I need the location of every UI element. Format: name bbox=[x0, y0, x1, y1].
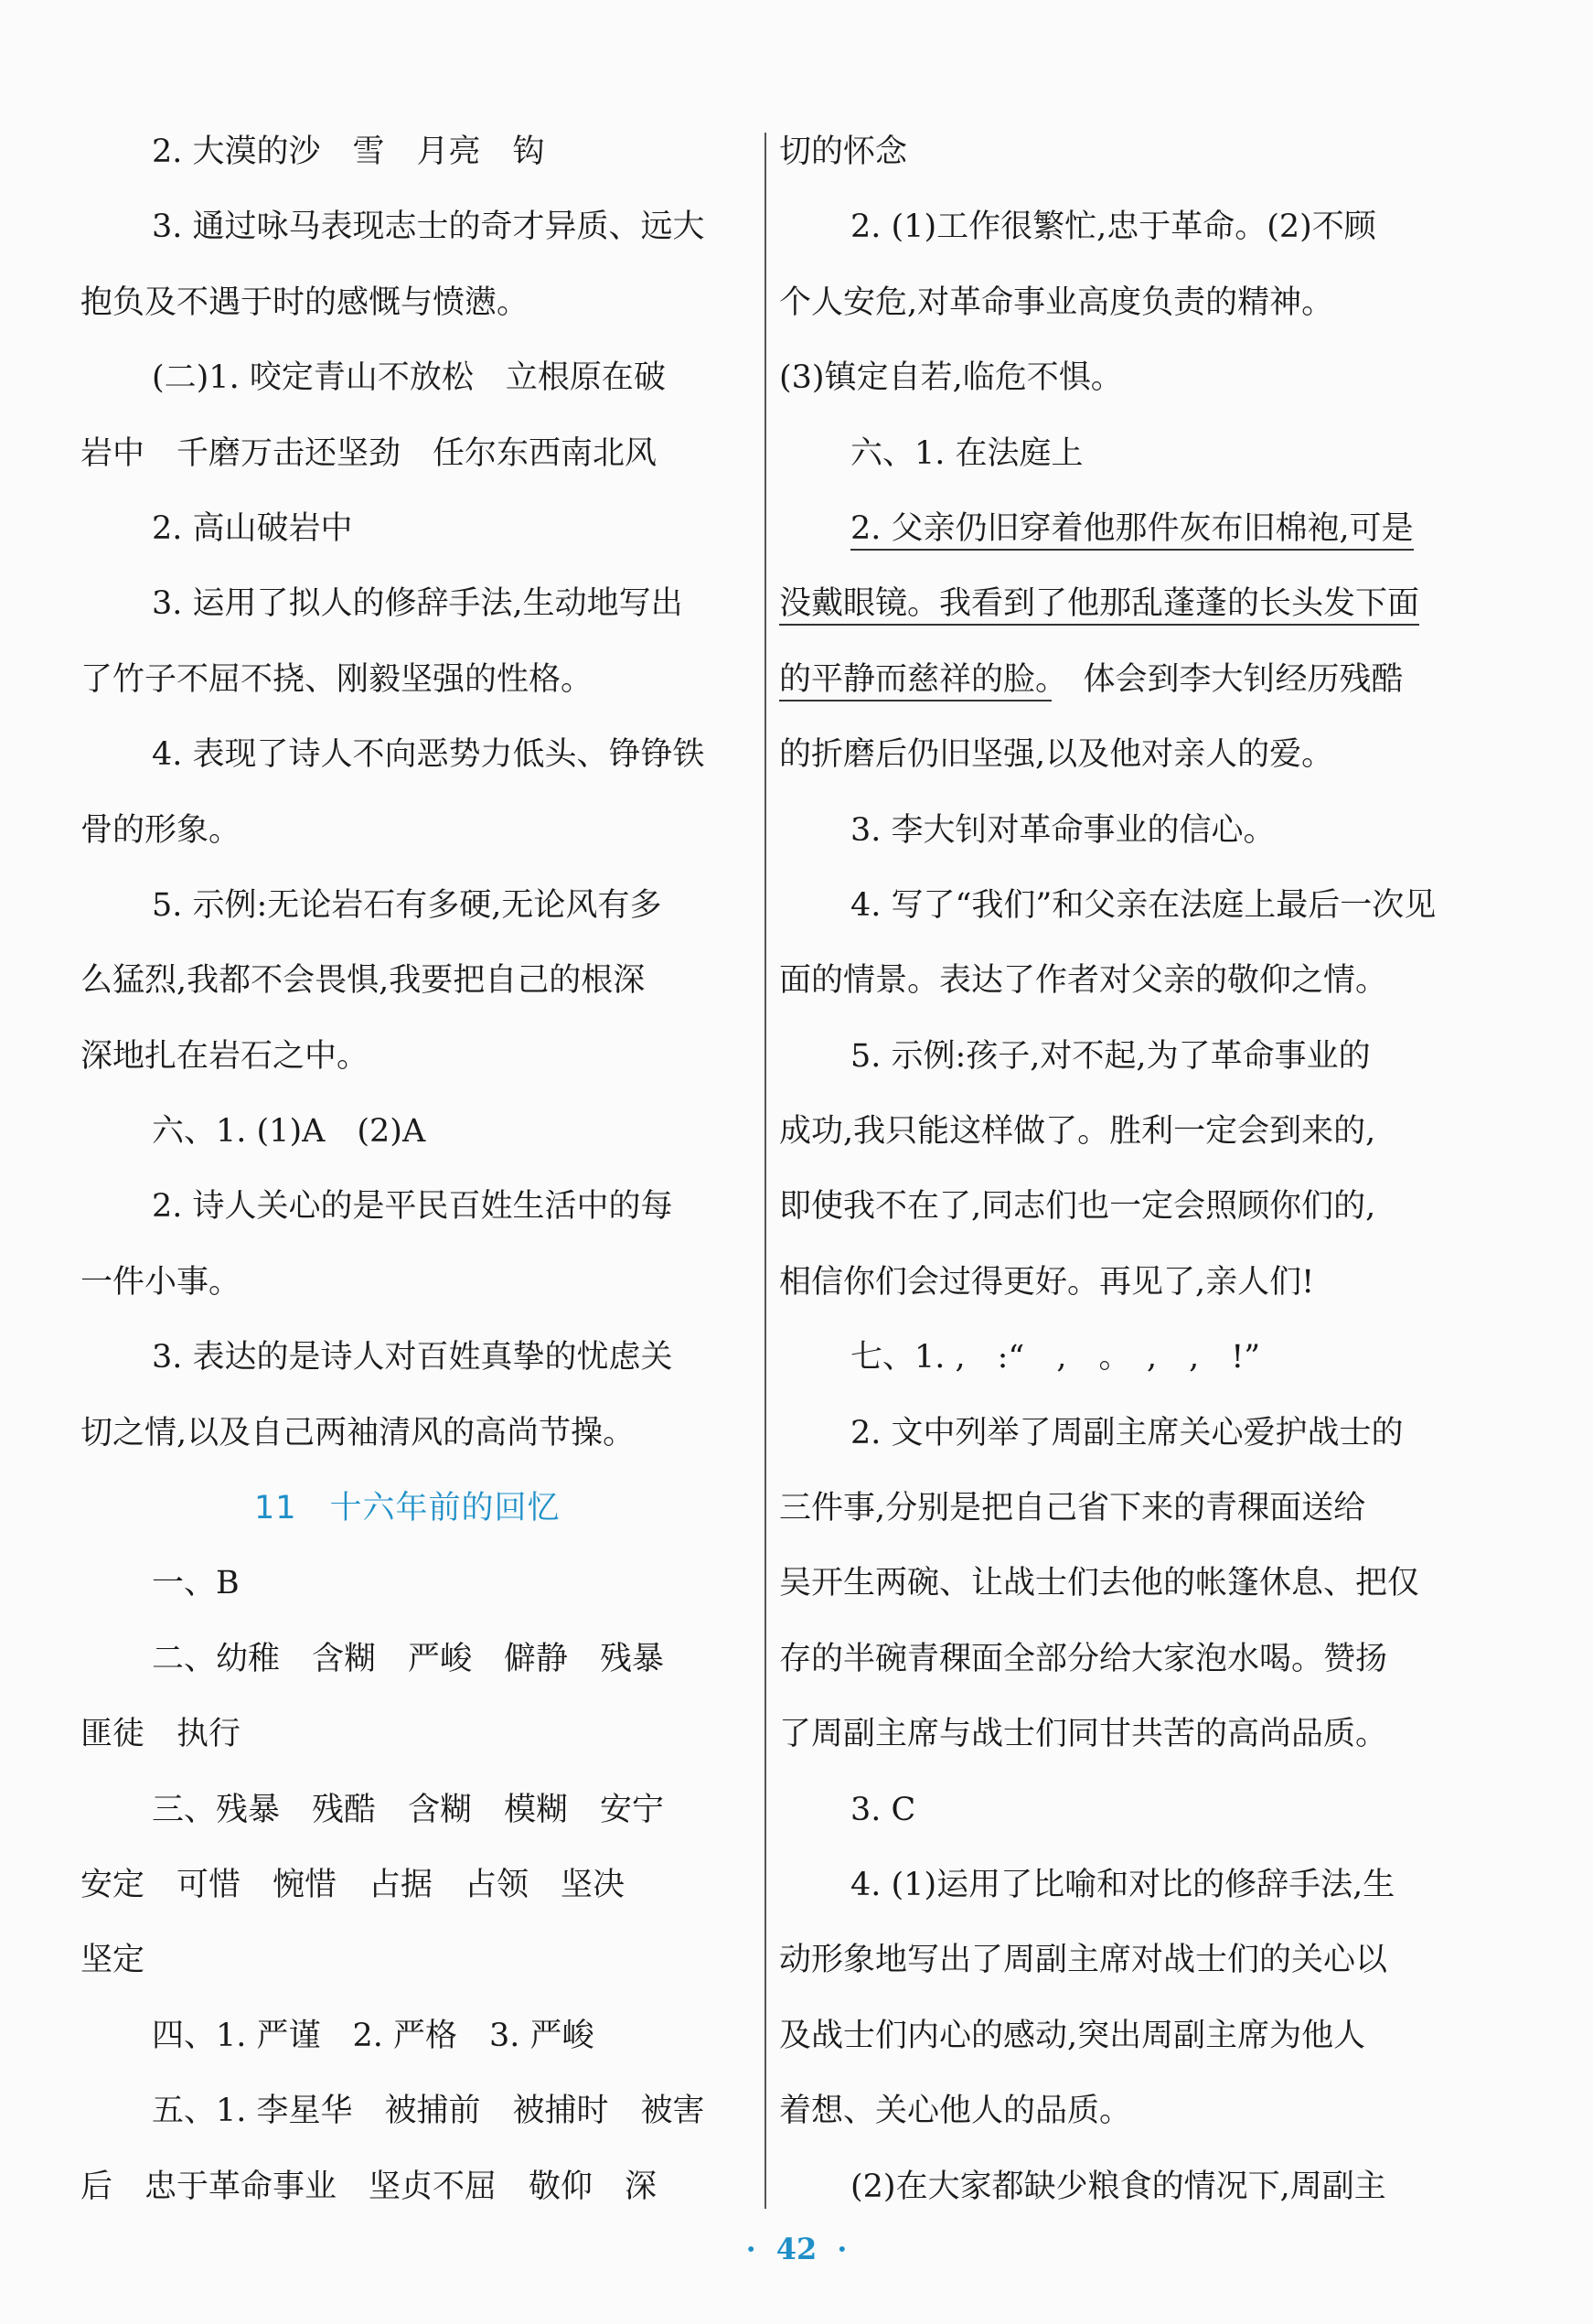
line-text: 即使我不在了,同志们也一定会照顾你们的, bbox=[779, 1188, 1376, 1226]
line-text: 5. 示例:无论岩石有多硬,无论风有多 bbox=[152, 886, 662, 924]
line-text: 一、B bbox=[152, 1565, 240, 1602]
line-text: 相信你们会过得更好。再见了,亲人们! bbox=[779, 1263, 1315, 1301]
text-line bbox=[80, 1998, 748, 2073]
text-line bbox=[80, 1094, 748, 1169]
line-text: 骨的形象。 bbox=[80, 811, 241, 849]
text-line bbox=[80, 1245, 748, 1320]
text-line bbox=[80, 1697, 748, 1772]
page-number: · 42 · bbox=[745, 2232, 848, 2266]
line-text: 切之情,以及自己两袖清风的高尚节操。 bbox=[80, 1414, 636, 1451]
text-line bbox=[779, 189, 1447, 264]
line-text: 抱负及不遇于时的感慨与愤懑。 bbox=[80, 284, 529, 321]
text-line bbox=[80, 566, 748, 641]
text-line bbox=[80, 1396, 748, 1471]
line-text: 后 忠于革命事业 坚贞不屈 敬仰 深 bbox=[80, 2168, 658, 2205]
text-line bbox=[80, 1169, 748, 1244]
line-text: (2)在大家都缺少粮食的情况下,周副主 bbox=[850, 2168, 1386, 2205]
line-text: 3. 通过咏马表现志士的奇才异质、远大 bbox=[152, 209, 705, 246]
line-text: 安定 可惜 惋惜 占据 占领 坚决 bbox=[80, 1866, 625, 1903]
line-text: 六、1. (1)A (2)A bbox=[152, 1113, 426, 1151]
text-line bbox=[80, 1772, 748, 1847]
line-text: 切的怀念 bbox=[779, 134, 908, 170]
text-line bbox=[80, 2149, 748, 2224]
line-text: 及战士们内心的感动,突出周副主席为他人 bbox=[779, 2017, 1366, 2054]
line-text: 的折磨后仍旧坚强,以及他对亲人的爱。 bbox=[779, 736, 1334, 774]
line-text: 3. 运用了拟人的修辞手法,生动地写出 bbox=[152, 585, 683, 623]
line-text: (二)1. 咬定青山不放松 立根原在破 bbox=[152, 359, 666, 397]
line-text: 面的情景。表达了作者对父亲的敬仰之情。 bbox=[779, 962, 1388, 1000]
text-line bbox=[80, 868, 748, 943]
right-column bbox=[779, 114, 1447, 2224]
text-line bbox=[80, 416, 748, 491]
line-text: (3)镇定自若,临危不惧。 bbox=[779, 359, 1123, 397]
text-line bbox=[80, 943, 748, 1018]
text-line bbox=[80, 1019, 748, 1094]
line-text: 2. 大漠的沙 雪 月亮 钩 bbox=[152, 134, 545, 170]
line-text: 着想、关心他人的品质。 bbox=[779, 2093, 1132, 2130]
text-line bbox=[80, 340, 748, 415]
text-line bbox=[779, 717, 1447, 792]
text-line bbox=[779, 1998, 1447, 2073]
text-line bbox=[80, 642, 748, 717]
line-text: 个人安危,对革命事业高度负责的精神。 bbox=[779, 284, 1334, 321]
line-text: 四、1. 严谨 2. 严格 3. 严峻 bbox=[152, 2017, 594, 2054]
text-line bbox=[779, 642, 1447, 717]
line-text: 4. 表现了诗人不向恶势力低头、铮铮铁 bbox=[152, 736, 705, 774]
line-text: 2. 高山破岩中 bbox=[152, 509, 353, 547]
line-text: 六、1. 在法庭上 bbox=[850, 434, 1084, 472]
line-text: 吴开生两碗、让战士们去他的帐篷休息、把仅 bbox=[779, 1565, 1420, 1602]
line-text: 五、1. 李星华 被捕前 被捕时 被害 bbox=[152, 2093, 705, 2130]
text-line bbox=[80, 717, 748, 792]
line-text: 么猛烈,我都不会畏惧,我要把自己的根深 bbox=[80, 962, 646, 1000]
text-line bbox=[779, 1697, 1447, 1772]
text-line bbox=[80, 1320, 748, 1395]
line-text: 七、1. , :“ , 。 , , !” bbox=[850, 1339, 1261, 1376]
text-line bbox=[779, 416, 1447, 491]
line-text: 深地扎在岩石之中。 bbox=[80, 1037, 369, 1075]
line-text: 的平静而慈祥的脸。 bbox=[779, 661, 1052, 701]
left-column bbox=[80, 114, 748, 2224]
text-line bbox=[779, 566, 1447, 641]
text-line bbox=[80, 1847, 748, 1922]
line-text: 2. (1)工作很繁忙,忠于革命。(2)不顾 bbox=[850, 209, 1376, 246]
line-text: 一件小事。 bbox=[80, 1263, 241, 1301]
line-text: 3. C bbox=[850, 1791, 916, 1828]
text-line bbox=[779, 1847, 1447, 1922]
text-line bbox=[779, 793, 1447, 868]
line-text: 岩中 千磨万击还坚劲 任尔东西南北风 bbox=[80, 434, 658, 472]
text-line bbox=[779, 1396, 1447, 1471]
text-line bbox=[779, 1094, 1447, 1169]
text-line bbox=[80, 1546, 748, 1621]
line-text: 11 十六年前的回忆 bbox=[254, 1490, 561, 1527]
text-line bbox=[779, 1169, 1447, 1244]
text-line bbox=[779, 265, 1447, 340]
text-line bbox=[779, 1546, 1447, 1621]
section-title bbox=[80, 1471, 748, 1546]
text-line bbox=[779, 1622, 1447, 1697]
line-text: 4. (1)运用了比喻和对比的修辞手法,生 bbox=[850, 1866, 1395, 1903]
line-text: 2. 文中列举了周副主席关心爱护战士的 bbox=[850, 1414, 1404, 1451]
line-text: 2. 诗人关心的是平民百姓生活中的每 bbox=[152, 1188, 673, 1226]
text-line bbox=[779, 1471, 1447, 1546]
line-text: 三件事,分别是把自己省下来的青稞面送给 bbox=[779, 1490, 1366, 1527]
line-text: 坚定 bbox=[80, 1942, 145, 1979]
text-line bbox=[80, 189, 748, 264]
text-line bbox=[80, 2073, 748, 2148]
line-text: 成功,我只能这样做了。胜利一定会到来的, bbox=[779, 1113, 1376, 1151]
column-divider bbox=[764, 133, 766, 2209]
line-text: 2. 父亲仍旧穿着他那件灰布旧棉袍,可是 bbox=[850, 510, 1414, 551]
line-text: 了周副主席与战士们同甘共苦的高尚品质。 bbox=[779, 1716, 1388, 1753]
line-text: 没戴眼镜。我看到了他那乱蓬蓬的长头发下面 bbox=[779, 585, 1419, 626]
line-text: 3. 李大钊对革命事业的信心。 bbox=[850, 811, 1276, 849]
text-line bbox=[779, 491, 1447, 566]
text-line bbox=[80, 793, 748, 868]
line-text: 三、残暴 残酷 含糊 模糊 安宁 bbox=[152, 1791, 665, 1828]
text-line bbox=[779, 340, 1447, 415]
text-line bbox=[779, 1320, 1447, 1395]
line-text: 4. 写了“我们”和父亲在法庭上最后一次见 bbox=[850, 886, 1437, 924]
line-text: 匪徒 执行 bbox=[80, 1716, 241, 1753]
text-line bbox=[779, 2073, 1447, 2148]
line-text: 二、幼稚 含糊 严峻 僻静 残暴 bbox=[152, 1640, 665, 1677]
text-line bbox=[779, 1019, 1447, 1094]
line-text: 存的半碗青稞面全部分给大家泡水喝。赞扬 bbox=[779, 1640, 1388, 1677]
line-text: 5. 示例:孩子,对不起,为了革命事业的 bbox=[850, 1037, 1371, 1075]
text-line bbox=[80, 265, 748, 340]
line-text: 了竹子不屈不挠、刚毅坚强的性格。 bbox=[80, 660, 593, 698]
text-line bbox=[779, 943, 1447, 1018]
text-line bbox=[80, 1622, 748, 1697]
text-line bbox=[80, 114, 748, 189]
line-text: 动形象地写出了周副主席对战士们的关心以 bbox=[779, 1942, 1388, 1979]
text-line bbox=[779, 1245, 1447, 1320]
text-line bbox=[779, 1772, 1447, 1847]
text-line bbox=[779, 868, 1447, 943]
text-line bbox=[80, 1922, 748, 1997]
line-text: 3. 表达的是诗人对百姓真挚的忧虑关 bbox=[152, 1339, 673, 1376]
line-suffix: 体会到李大钊经历残酷 bbox=[1051, 660, 1404, 698]
text-line bbox=[779, 2149, 1447, 2224]
text-line bbox=[779, 1922, 1447, 1997]
text-line bbox=[80, 491, 748, 566]
page-number-text: 42 bbox=[775, 2232, 818, 2266]
text-line bbox=[779, 114, 1447, 189]
